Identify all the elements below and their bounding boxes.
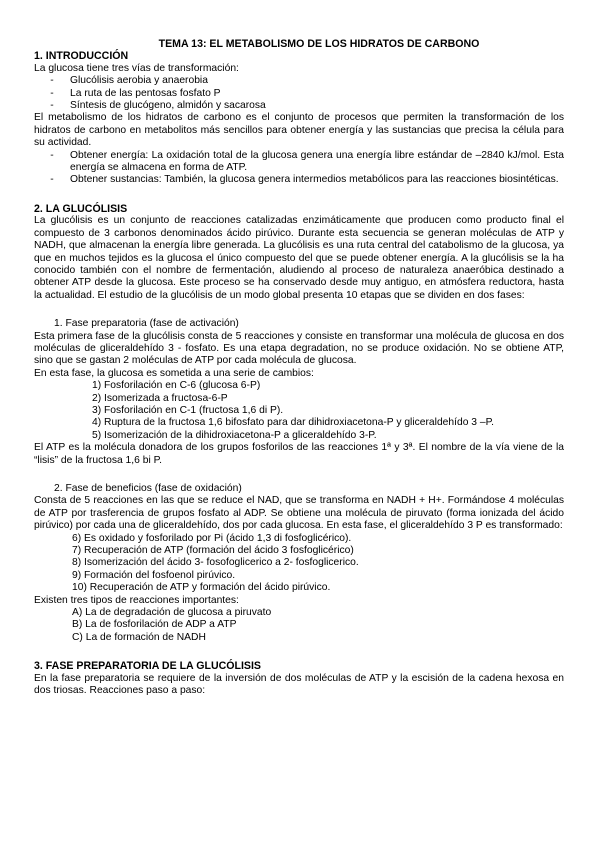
- subsection-heading-fase-preparatoria: 1. Fase preparatoria (fase de activación): [54, 318, 239, 330]
- paragraph: Esta primera fase de la glucólisis consta de 5 reacciones y consiste en transformar una molécula de glucosa en dos moléculas de gliceraldehído 3 - fosfato. Es una etapa degradation, no se produce oxidación. No se obtiene ATP, sino que se gastan 2 moléculas de ATP por cada molécula de glucosa.: [34, 330, 564, 367]
- list-item: - Glucólisis aerobia y anaerobia: [50, 75, 208, 87]
- section-heading-glucolisis: 2. LA GLUCÓLISIS: [34, 202, 128, 215]
- list-item: 7) Recuperación de ATP (formación del ácido 3 fosfoglicérico): [72, 545, 354, 557]
- paragraph: En la fase preparatoria se requiere de la inversión de dos moléculas de ATP y la escisión de la cadena hexosa en dos triosas. Reacciones paso a paso:: [34, 672, 564, 697]
- list-item: 6) Es oxidado y fosforilado por Pi (ácido 1,3 di fosfoglicérico).: [72, 532, 352, 544]
- list-item: - Obtener energía: La oxidación total de la glucosa genera una energía libre estándar de –2840 kJ/mol. Esta energía se almacena en forma de ATP.: [50, 149, 564, 174]
- list-item: 5) Isomerización de la dihidroxiacetona-P a gliceraldehído 3-P.: [92, 429, 377, 441]
- list-item: 2) Isomerizada a fructosa-6-P: [92, 392, 228, 404]
- list-item: 8) Isomerización del ácido 3- fosofoglicerico a 2- fosfoglicerico.: [72, 557, 359, 569]
- intro-text: La glucosa tiene tres vías de transformación:: [34, 62, 239, 74]
- paragraph: El ATP es la molécula donadora de los grupos fosforilos de las reacciones 1ª y 3ª. El nombre de la vía viene de la “lisis” de la fructosa 1,6 bi P.: [34, 442, 564, 466]
- paragraph: El metabolismo de los hidratos de carbono es el conjunto de procesos que permiten la transformación de los hidratos de carbono en metabolitos más sencillos para obtener energía y las sustancias que precisa la célula para su actividad.: [34, 112, 564, 149]
- subsection-heading-fase-beneficios: 2. Fase de beneficios (fase de oxidación): [54, 483, 242, 494]
- paragraph: La glucólisis es un conjunto de reacciones catalizadas enzimáticamente que producen como producto final el compuesto de 3 carbonos denominados ácido pirúvico. Durante esta secuencia se generan moléculas de ATP y NADH, que almacenan la energía libre generada. La glucólisis es una ruta central del catabolismo de la glucosa, ya que en muchos tejidos es la glucosa el único compuesto del que se puede obtener energía. A la glucólisis se la ha conocido también con el nombre de fermentación, aludiendo al proceso de naturaleza anaeróbica destinado a obtener ATP desde la glucosa. Este proceso se ha conservado desde muy antiguo, en atmósfera reductora, hasta la actualidad. El estudio de la glucólisis de un modo global presenta 10 etapas que se dividen en dos fases:: [34, 215, 564, 301]
- paragraph: Consta de 5 reacciones en las que se reduce el NAD, que se transforma en NADH + H+. Formándose 4 moléculas de ATP por trasferencia de grupos fosfato al ADP. Se obtiene una molécula de piruvato (forma ionizada del ácido pirúvico) por cada una de gliceraldehído, dos por cada glucosa. En esta fase, el gliceraldehído 3 P es transformado:: [34, 495, 564, 532]
- paragraph: En esta fase, la glucosa es sometida a una serie de cambios:: [34, 367, 314, 379]
- list-item: 3) Fosforilación en C-1 (fructosa 1,6 di P).: [92, 404, 284, 416]
- section-heading-introduccion: 1. INTRODUCCIÓN: [34, 50, 129, 63]
- list-item: 9) Formación del fosfoenol pirúvico.: [72, 569, 236, 581]
- list-item: - Síntesis de glucógeno, almidón y sacarosa: [50, 100, 266, 112]
- list-item: 1) Fosforilación en C-6 (glucosa 6-P): [92, 380, 261, 392]
- list-item: A) La de degradación de glucosa a piruvato: [72, 607, 272, 619]
- list-item: B) La de fosforilación de ADP a ATP: [72, 619, 237, 631]
- page-title: TEMA 13: EL METABOLISMO DE LOS HIDRATOS DE CARBONO: [158, 38, 480, 50]
- document-page: [34, 38, 564, 698]
- list-item: 4) Ruptura de la fructosa 1,6 bifosfato para dar dihidroxiacetona-P y gliceraldehído 3 –P.: [92, 417, 495, 429]
- paragraph: Existen tres tipos de reacciones importantes:: [34, 594, 239, 606]
- section-heading-fase-preparatoria: 3. FASE PREPARATORIA DE LA GLUCÓLISIS: [34, 660, 262, 673]
- list-item: - Obtener sustancias: También, la glucosa genera intermedios metabólicos para las reacciones biosintéticas.: [50, 174, 559, 186]
- list-item: C) La de formación de NADH: [72, 631, 206, 643]
- list-item: - La ruta de las pentosas fosfato P: [50, 87, 221, 99]
- list-item: 10) Recuperación de ATP y formación del ácido pirúvico.: [72, 582, 331, 594]
